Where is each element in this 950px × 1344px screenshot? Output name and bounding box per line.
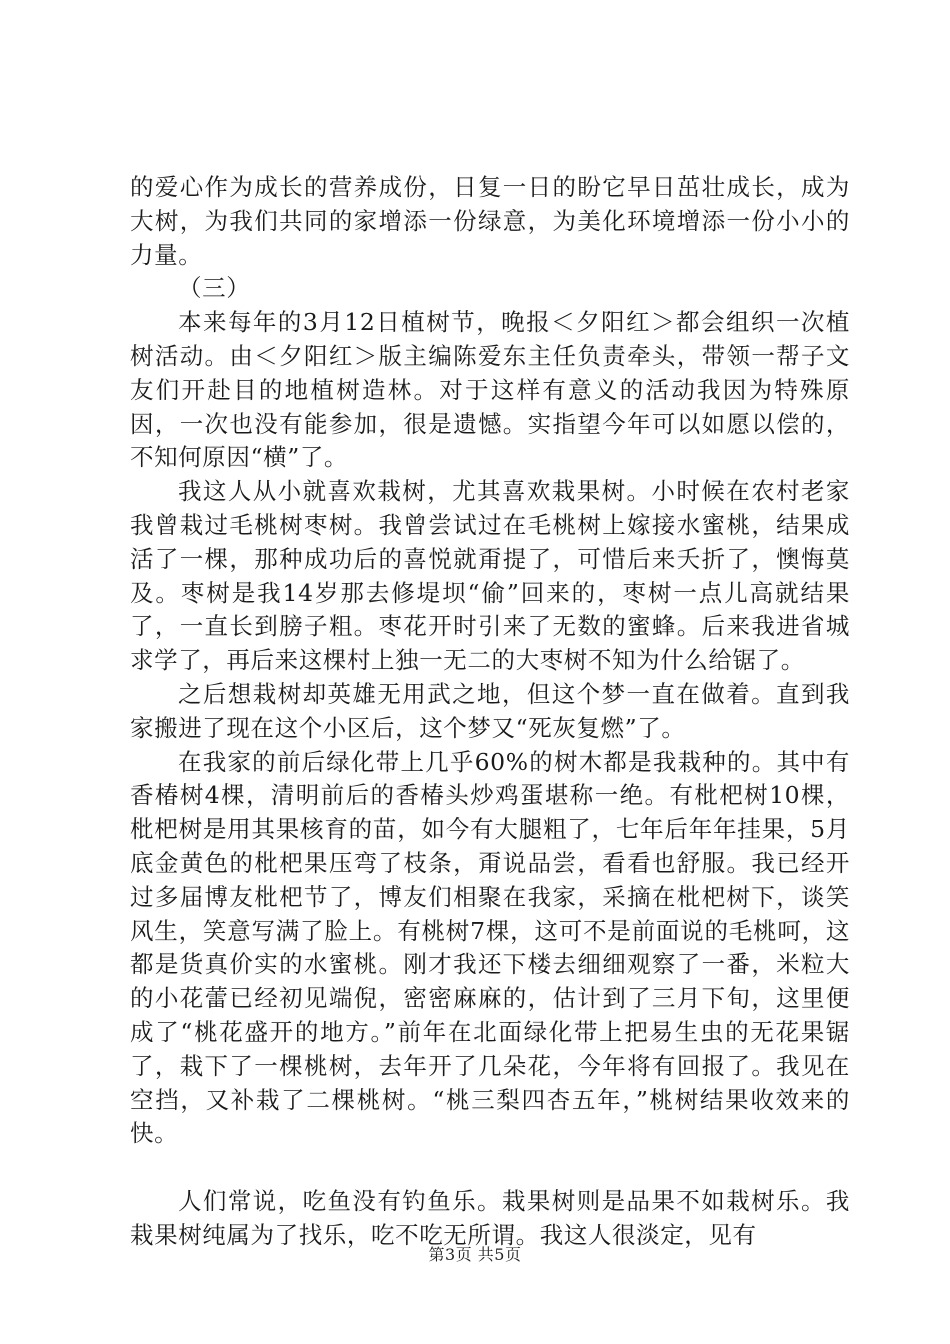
paragraph-childhood-trees: 我这人从小就喜欢栽树，尤其喜欢栽果树。小时候在农村老家我曾栽过毛桃树枣树。我曾尝试过在毛桃树上嫁接水蜜桃，结果成活了一棵，那种成功后的喜悦就甭提了，可惜后来夭折了，懊悔莫及。枣树是我14岁那去修堤坝“偷”回来的，枣树一点儿高就结果了，一直长到膀子粗。枣花开时引来了无数的蜜蜂。后来我进省城求学了，再后来这棵村上独一无二的大枣树不知为什么给锯了。 [130,477,850,675]
document-body [130,171,850,1253]
section-heading: （三） [178,274,251,303]
paragraph-continuation: 的爱心作为成长的营养成份，日复一日的盼它早日茁壮成长，成为大树，为我们共同的家增添一份绿意，为美化环境增添一份小小的力量。 [130,173,850,269]
paragraph-fishing-saying: 人们常说，吃鱼没有钓鱼乐。栽果树则是品果不如栽树乐。我栽果树纯属为了找乐，吃不吃无所谓。我这人很淡定，见有 [130,1187,850,1249]
paragraph-dream: 之后想栽树却英雄无用武之地，但这个梦一直在做着。直到我家搬进了现在这个小区后，这个梦又“死灰复燃”了。 [130,679,850,742]
page-footer: 第3页 共5页 [428,1245,522,1264]
paragraph-green-belt: 在我家的前后绿化带上几乎60%的树木都是我栽种的。其中有香椿树4棵，清明前后的香椿头炒鸡蛋堪称一绝。有枇杷树10棵，枇杷树是用其果核育的苗，如今有大腿粗了，七年后年年挂果，5月底金黄色的枇杷果压弯了枝条，甭说品尝，看看也舒服。我已经开过多届博友枇杷节了，博友们相聚在我家，采摘在枇杷树下，谈笑风生，笑意写满了脸上。有桃树7棵，这可不是前面说的毛桃呵，这都是货真价实的水蜜桃。刚才我还下楼去细细观察了一番，米粒大的小花蕾已经初见端倪，密密麻麻的，估计到了三月下旬，这里便成了“桃花盛开的地方。”前年在北面绿化带上把易生虫的无花果锯了，栽下了一棵桃树，去年开了几朵花，今年将有回报了。我见在空挡，又补栽了二棵桃树。“桃三梨四杏五年，”桃树结果收效来的快。 [130,747,850,1148]
paragraph-tree-planting-day: 本来每年的3月12日植树节，晚报＜夕阳红＞都会组织一次植树活动。由＜夕阳红＞版主编陈爱东主任负责牵头，带领一帮子文友们开赴目的地植树造林。对于这样有意义的活动我因为特殊原因，一次也没有能参加，很是遗憾。实指望今年可以如愿以偿的，不知何原因“横”了。 [130,308,850,472]
